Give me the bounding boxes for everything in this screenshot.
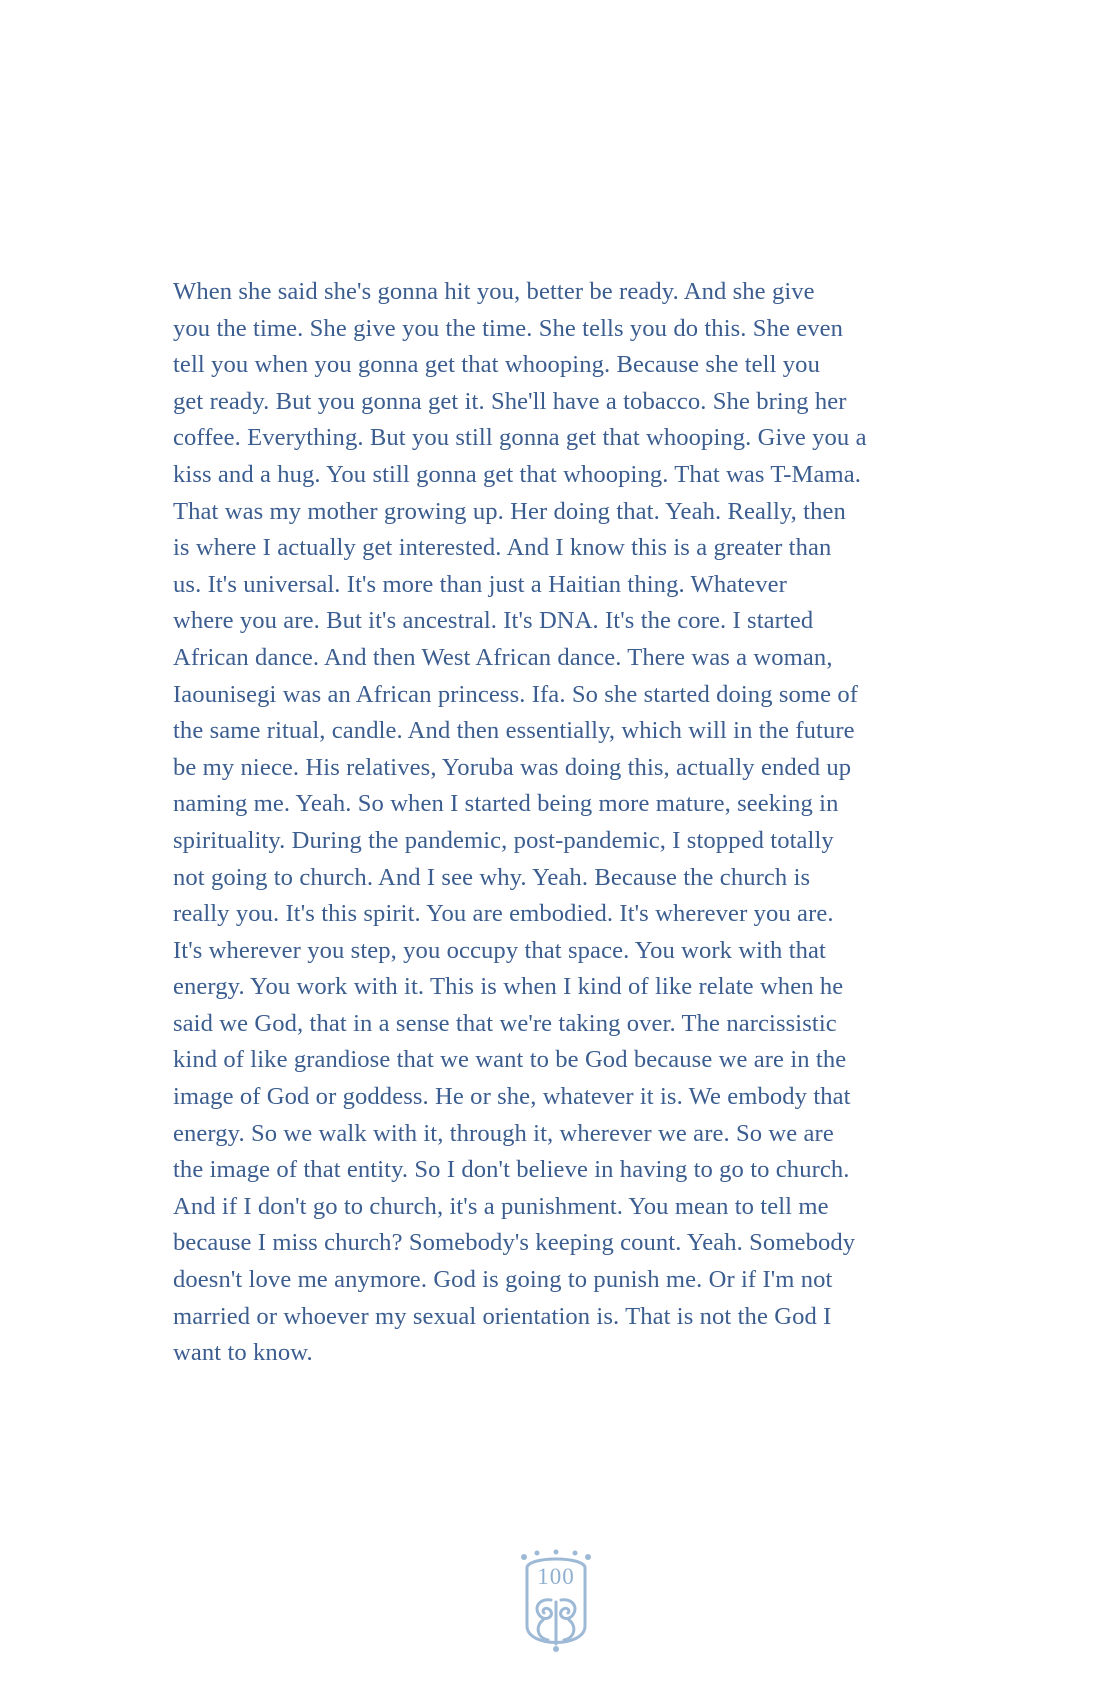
text-line: tell you when you gonna get that whooping. Because she tell you <box>173 351 820 379</box>
body-paragraph <box>173 274 955 1372</box>
text-line: want to know. <box>173 1339 313 1367</box>
text-line: not going to church. And I see why. Yeah. Because the church is <box>173 863 811 891</box>
text-line: It's wherever you step, you occupy that space. You work with that <box>173 936 826 964</box>
text-line: image of God or goddess. He or she, whatever it is. We embody that <box>173 1083 851 1111</box>
text-line: kind of like grandiose that we want to be God because we are in the <box>173 1046 847 1074</box>
text-line: doesn't love me anymore. God is going to punish me. Or if I'm not <box>173 1266 833 1294</box>
text-line: naming me. Yeah. So when I started being more mature, seeking in <box>173 790 839 818</box>
page-number: 100 <box>537 1564 575 1589</box>
text-line: African dance. And then West African dance. There was a woman, <box>173 643 833 671</box>
text-line: That was my mother growing up. Her doing that. Yeah. Really, then <box>173 497 846 525</box>
text-line: us. It's universal. It's more than just a Haitian thing. Whatever <box>173 570 787 598</box>
text-line: said we God, that in a sense that we're taking over. The narcissistic <box>173 1009 837 1037</box>
text-line: be my niece. His relatives, Yoruba was doing this, actually ended up <box>173 753 852 781</box>
text-line: coffee. Everything. But you still gonna get that whooping. Give you a <box>173 424 867 452</box>
text-line: you the time. She give you the time. She tells you do this. She even <box>173 314 844 342</box>
text-line: When she said she's gonna hit you, better be ready. And she give <box>173 278 815 305</box>
text-line: because I miss church? Somebody's keeping count. Yeah. Somebody <box>173 1229 856 1257</box>
text-line: energy. So we walk with it, through it, wherever we are. So we are <box>173 1119 834 1147</box>
page-number-ornament <box>513 1548 599 1658</box>
text-line: really you. It's this spirit. You are embodied. It's wherever you are. <box>173 900 834 928</box>
text-line: And if I don't go to church, it's a punishment. You mean to tell me <box>173 1192 829 1220</box>
text-line: is where I actually get interested. And I know this is a greater than <box>173 534 832 562</box>
text-line: where you are. But it's ancestral. It's DNA. It's the core. I started <box>173 607 814 635</box>
text-line: get ready. But you gonna get it. She'll have a tobacco. She bring her <box>173 387 847 415</box>
text-line: energy. You work with it. This is when I kind of like relate when he <box>173 973 844 1001</box>
text-line: the same ritual, candle. And then essentially, which will in the future <box>173 717 855 745</box>
text-line: Iaounisegi was an African princess. Ifa. So she started doing some of <box>173 680 859 708</box>
text-line: kiss and a hug. You still gonna get that whooping. That was T-Mama. <box>173 460 862 488</box>
text-line: spirituality. During the pandemic, post-pandemic, I stopped totally <box>173 826 834 854</box>
text-line: the image of that entity. So I don't believe in having to go to church. <box>173 1156 850 1184</box>
text-line: married or whoever my sexual orientation is. That is not the God I <box>173 1302 832 1330</box>
